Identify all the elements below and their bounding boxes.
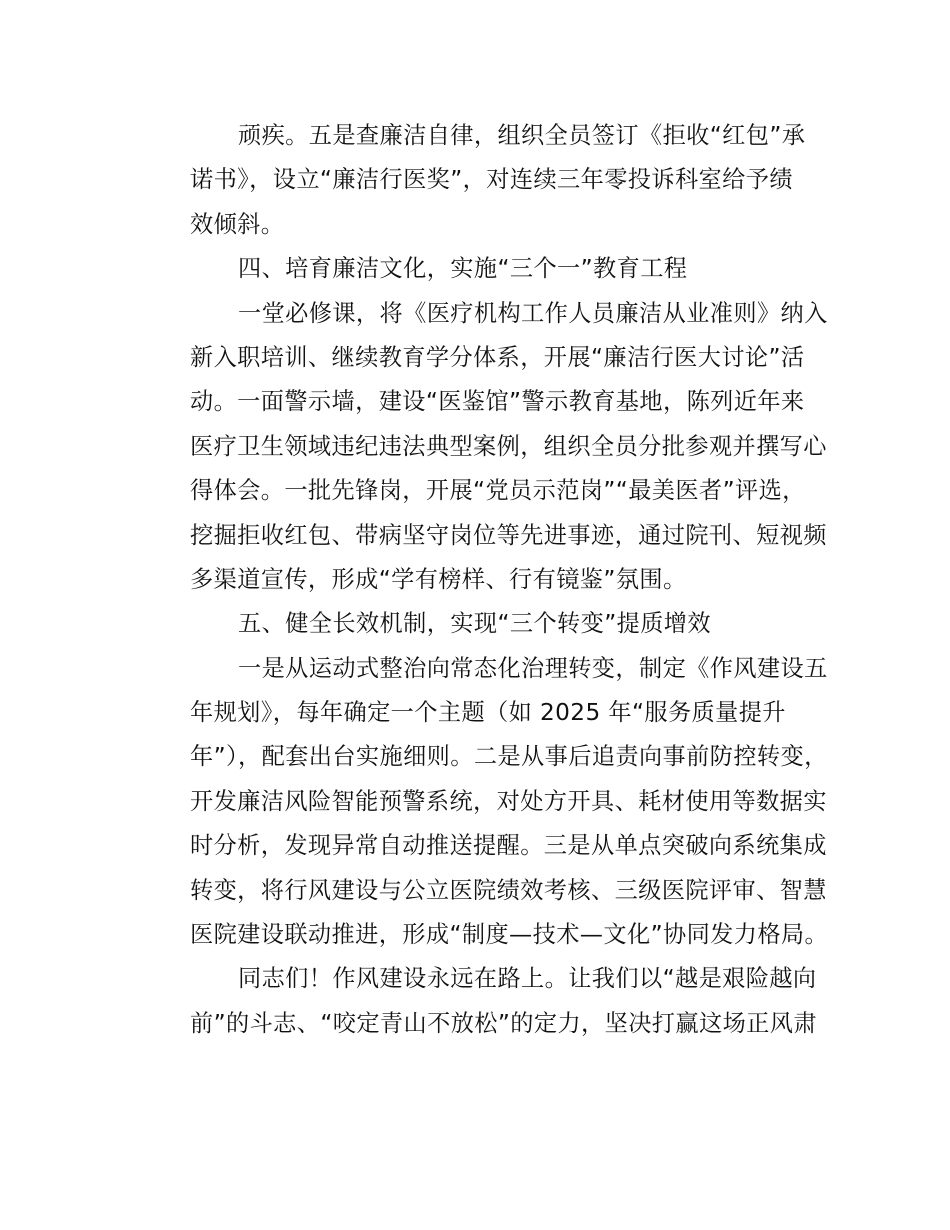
text-line: 挖掘拒收红包、带病坚守岗位等先进事迹，通过院刊、短视频 [190,521,827,549]
text-line: 医院建设联动推进，形成“制度—技术—文化”协同发力格局。 [190,921,829,949]
text-line: 一是从运动式整治向常态化治理转变，制定《作风建设五 [238,654,828,682]
text-line: 医疗卫生领域违纪违法典型案例，组织全员分批参观并撰写心 [190,432,827,460]
section-heading-5 [142,602,832,646]
heading-line: 四、培育廉洁文化，实施“三个一”教育工程 [238,255,688,283]
paragraph-p2 [142,292,832,603]
text-line: 诺书》，设立“廉洁行医奖”，对连续三年零投诉科室给予绩 [190,166,793,194]
text-line: 转变，将行风建设与公立医院绩效考核、三级医院评审、智慧 [190,876,827,904]
text-line: 新入职培训、继续教育学分体系，开展“廉洁行医大讨论”活 [190,343,805,371]
paragraph-p1 [142,114,832,247]
text-line: 得体会。一批先锋岗，开展“党员示范岗”“最美医者”评选， [190,477,806,505]
text-line: 年规划》，每年确定一个主题（如 2025 年“服务质量提升 [190,699,786,727]
paragraph-p4 [142,957,832,1046]
text-line: 效倾斜。 [190,210,285,238]
heading-line: 五、健全长效机制，实现“三个转变”提质增效 [238,610,711,638]
text-line: 前”的斗志、“咬定青山不放松”的定力，坚决打赢这场正风肃 [190,1009,817,1037]
text-line: 同志们！作风建设永远在路上。让我们以“越是艰险越向 [238,965,817,993]
text-line: 开发廉洁风险智能预警系统，对处方开具、耗材使用等数据实 [190,787,827,815]
text-line: 一堂必修课，将《医疗机构工作人员廉洁从业准则》纳入 [238,299,828,327]
text-line: 动。一面警示墙，建设“医鉴馆”警示教育基地，陈列近年来 [190,388,805,416]
paragraph-p3 [142,647,832,958]
text-line: 顽疾。五是查廉洁自律，组织全员签订《拒收“红包”承 [238,122,806,149]
text-line: 时分析，发现异常自动推送提醒。三是从单点突破向系统集成 [190,832,827,860]
document-page [142,114,832,1046]
section-heading-4 [142,247,832,291]
text-line: 多渠道宣传，形成“学有榜样、行有镜鉴”氛围。 [190,565,687,593]
text-line: 年”），配套出台实施细则。二是从事后追责向事前防控转变， [190,743,828,771]
